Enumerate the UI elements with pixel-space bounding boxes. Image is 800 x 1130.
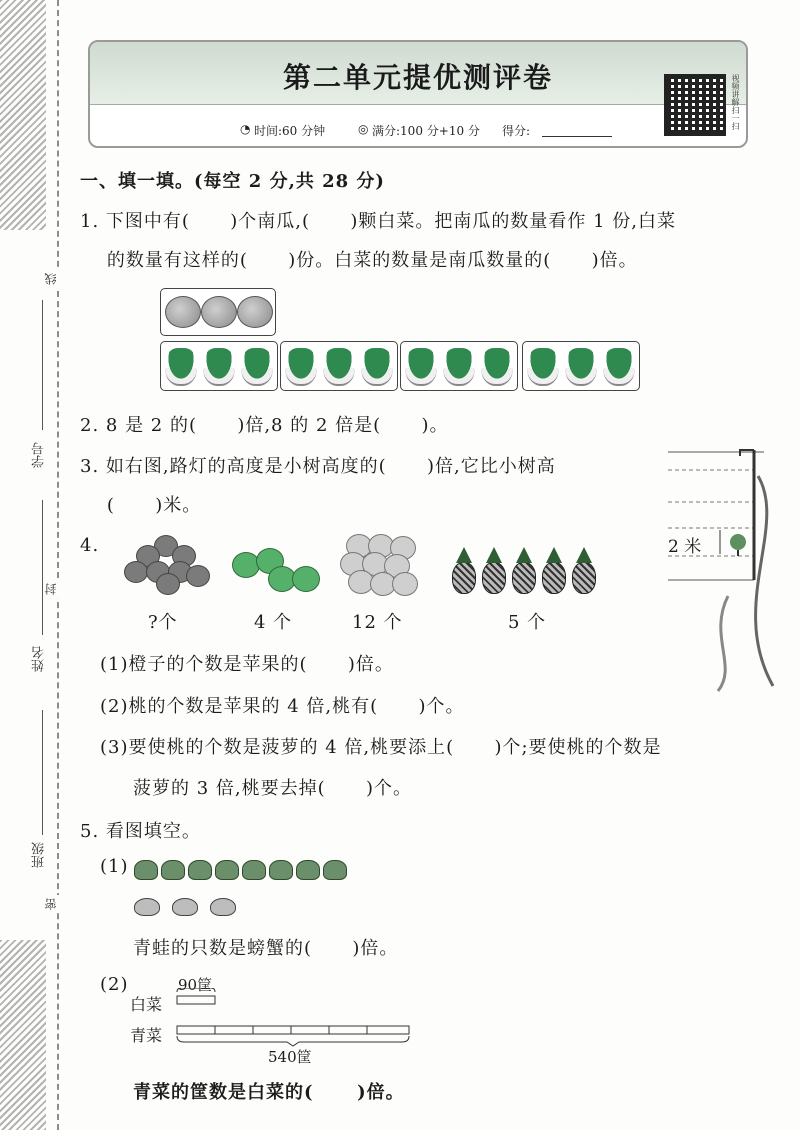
q4-part2: (2)桃的个数是苹果的 4 倍,桃有( )个。 — [100, 696, 465, 717]
pineapple-icon — [512, 562, 536, 594]
name-label: 姓名 — [32, 646, 47, 672]
frog-icon — [269, 860, 293, 880]
name-field[interactable] — [42, 500, 43, 635]
q5-part2-label: (2) — [100, 974, 129, 995]
q2-text: 2. 8 是 2 的( )倍,8 的 2 倍是( )。 — [80, 415, 449, 436]
bottom-brace — [177, 1036, 409, 1046]
pineapple-group — [452, 560, 602, 594]
orange-pile — [124, 535, 208, 593]
orange-count: ?个 — [148, 612, 178, 633]
class-field[interactable] — [42, 710, 43, 835]
cabbage-icon — [203, 348, 235, 386]
frog-icon — [188, 860, 212, 880]
clock-icon: ◔ — [240, 122, 251, 136]
q5-part1-label: (1) — [100, 856, 129, 877]
score-label: 得分: — [502, 124, 531, 138]
student-id-label: 学号 — [32, 442, 47, 468]
pineapple-count: 5 个 — [508, 612, 547, 633]
cabbage-icon — [241, 348, 273, 386]
cabbage-icon — [527, 348, 559, 386]
time-limit: 时间:60 分钟 — [254, 124, 326, 138]
q5-heading: 5. 看图填空。 — [80, 821, 201, 842]
frog-icon — [161, 860, 185, 880]
cut-label: 密 — [42, 895, 59, 913]
q4-part3-line2: 菠萝的 3 倍,桃要去掉( )个。 — [133, 778, 412, 799]
q4-part3-line1: (3)要使桃的个数是菠萝的 4 倍,桃要添上( )个;要使桃的个数是 — [100, 737, 662, 758]
top-value-label: 90筐 — [178, 976, 213, 994]
frog-icon — [296, 860, 320, 880]
apple-group — [232, 548, 322, 592]
cabbage-icon — [481, 348, 513, 386]
apple-count: 4 个 — [254, 612, 293, 633]
frog-icon — [323, 860, 347, 880]
pumpkin-box — [160, 288, 276, 336]
qr-side-text: 视频讲解扫一扫 — [731, 74, 740, 130]
exam-header — [88, 40, 748, 148]
pumpkin-icon — [237, 296, 273, 328]
pumpkin-icon — [165, 296, 201, 328]
orange-icon — [186, 565, 210, 587]
q3-line1: 3. 如右图,路灯的高度是小树高度的( )倍,它比小树高 — [80, 456, 556, 477]
top-brace — [177, 988, 215, 992]
pumpkin-icon — [201, 296, 237, 328]
pineapple-icon — [482, 562, 506, 594]
cabbage-group — [160, 341, 278, 391]
peach-pile — [340, 534, 420, 596]
orange-icon — [156, 573, 180, 595]
peach-icon — [392, 572, 418, 596]
cabbage-icon — [361, 348, 393, 386]
cabbage-icon — [443, 348, 475, 386]
orange-icon — [124, 561, 148, 583]
lamp-tree-figure — [668, 446, 778, 696]
qr-code-icon[interactable] — [664, 74, 726, 136]
cabbage-row-label: 白菜 — [130, 995, 163, 1014]
page-title: 第二单元提优测评卷 — [282, 61, 553, 94]
q4-number: 4. — [80, 535, 100, 556]
crab-icon — [172, 898, 198, 916]
q1-line1: 1. 下图中有( )个南瓜,( )颗白菜。把南瓜的数量看作 1 份,白菜 — [80, 211, 676, 232]
cabbage-icon — [603, 348, 635, 386]
cabbage-icon — [285, 348, 317, 386]
frog-icon — [134, 860, 158, 880]
binding-hatch-bottom — [0, 940, 46, 1130]
check-icon: ◎ — [358, 122, 369, 136]
crab-icon — [134, 898, 160, 916]
frog-row — [134, 858, 364, 882]
cabbage-icon — [165, 348, 197, 386]
cabbage-group — [280, 341, 398, 391]
cabbage-icon — [565, 348, 597, 386]
q5-part1-text: 青蛙的只数是螃蟹的( )倍。 — [133, 938, 399, 959]
crab-row — [134, 894, 244, 918]
cabbage-bar — [177, 996, 215, 1004]
cabbage-icon — [323, 348, 355, 386]
cabbage-group — [522, 341, 640, 391]
q4-part1: (1)橙子的个数是苹果的( )倍。 — [100, 654, 394, 675]
q3-line2: ( )米。 — [80, 495, 202, 516]
pineapple-icon — [452, 562, 476, 594]
frog-icon — [215, 860, 239, 880]
lamp-figure-label: 2 米 — [668, 537, 702, 557]
seal-label: 封 — [42, 580, 59, 598]
class-label: 班级 — [32, 842, 47, 868]
cut-line — [57, 0, 59, 1130]
line-label: 线 — [42, 270, 59, 288]
score-field[interactable] — [542, 122, 612, 137]
cabbage-icon — [405, 348, 437, 386]
crab-icon — [210, 898, 236, 916]
frog-icon — [242, 860, 266, 880]
peach-count: 12 个 — [352, 612, 403, 633]
binding-hatch-top — [0, 0, 46, 230]
q1-line2: 的数量有这样的( )份。白菜的数量是南瓜数量的( )倍。 — [80, 250, 638, 271]
pineapple-icon — [572, 562, 596, 594]
greens-bar — [177, 1026, 409, 1034]
student-id-field[interactable] — [42, 300, 43, 430]
pineapple-icon — [542, 562, 566, 594]
bar-model-diagram — [172, 988, 422, 1048]
section-heading: 一、填一填。(每空 2 分,共 28 分) — [80, 171, 385, 192]
q5-part2-text: 青菜的筐数是白菜的( )倍。 — [133, 1082, 405, 1103]
cabbage-group — [400, 341, 518, 391]
full-score: 满分:100 分+10 分 — [372, 124, 480, 138]
apple-icon — [292, 566, 320, 592]
greens-row-label: 青菜 — [130, 1026, 163, 1045]
bottom-value-label: 540筐 — [268, 1048, 312, 1066]
